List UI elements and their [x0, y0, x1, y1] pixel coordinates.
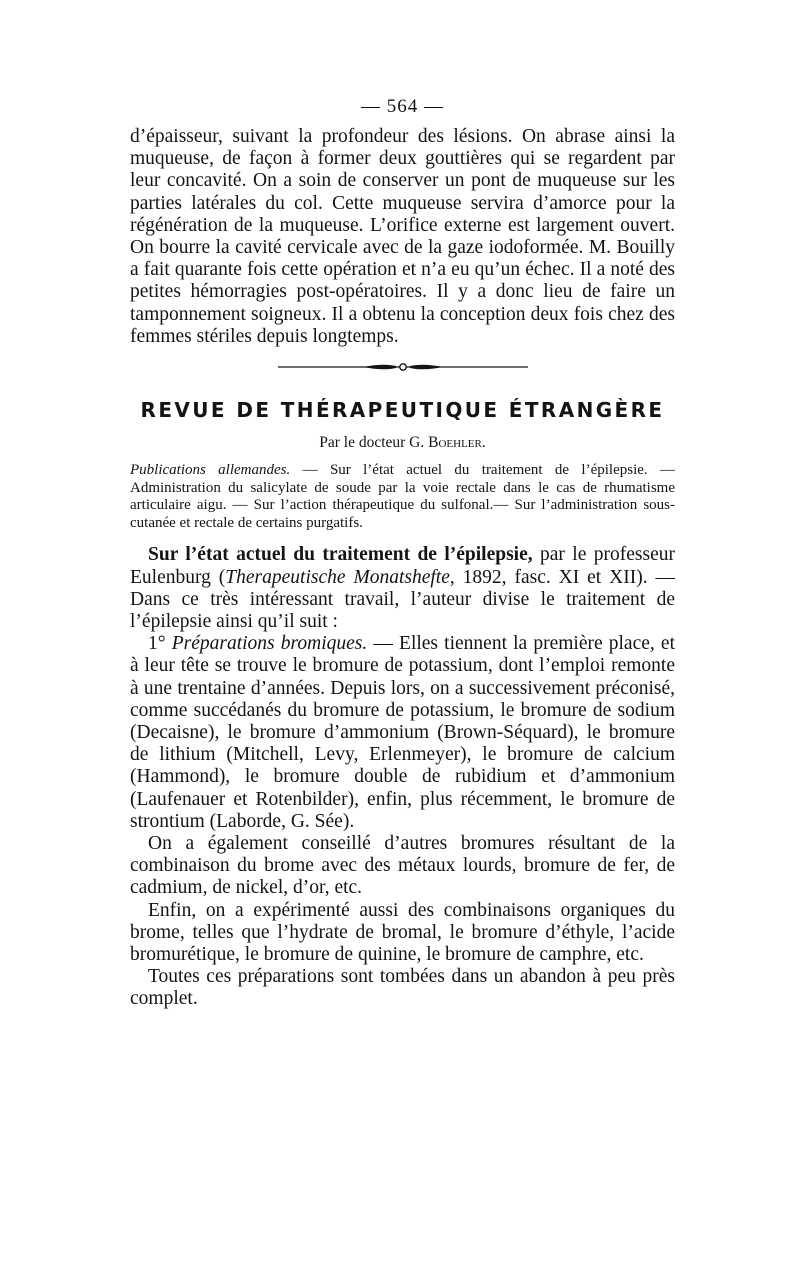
paragraph-text: — Elles tiennent la première place, et à leur tête se trouve le bromure de potassium, dont l’emploi remonte à une trentaine d’années. Depuis lors, on a successivement préconisé, comme succédanés du bromure de potassium, le bromure de sodium (Decaisne), le bromure d’ammonium (Brown-Séquard), le bromure de lithium (Mitchell, Levy, Erlenmeyer), le bromure de calcium (Hammond), le bromure double de rubidium et d’ammonium (Laufenauer et Rotenbilder), enfin, plus récemment, le bromure de strontium (Laborde, G. Sée). — [130, 633, 675, 832]
byline-prefix: Par le docteur G. — [319, 434, 429, 452]
paragraph-other-bromides: On a également conseillé d’autres bromures résultant de la combinaison du brome avec des métaux lourds, bromure de fer, de cadmium, de nickel, d’or, etc. — [130, 833, 675, 899]
paragraph-organic-combinations: Enfin, on a expérimenté aussi des combinaisons organiques du brome, telles que l’hydrate de bromal, le bromure d’éthyle, l’acide bromurétique, le bromure de quinine, le bromure de camphre, etc. — [130, 899, 675, 966]
journal-title: Therapeutische Monatshefte — [225, 566, 450, 588]
paragraph-bromides — [130, 633, 675, 833]
subheading-bromides: Préparations bromiques. — [171, 633, 368, 655]
author-byline — [130, 434, 675, 452]
section-summary — [130, 462, 675, 532]
item-number: 1° — [148, 633, 172, 655]
ornamental-divider — [278, 362, 528, 372]
intro-paragraph: d’épaisseur, suivant la profondeur des lésions. On abrase ainsi la muqueuse, de façon à former deux gouttières qui se regardent par leur concavité. On a soin de conserver un pont de muqueuse sur les parties latérales du col. Cette muqueuse servira d’amorce pour la régénération de la muqueuse. L’orifice externe est largement ouvert. On bourre la cavité cervicale avec de la gaze iodoformée. M. Bouilly a fait quarante fois cette opération et n’a eu qu’un échec. Il a noté des petites hémorragies post-opératoires. Il y a donc lieu de faire un tamponnement soigneux. Il a obtenu la conception deux fois chez des femmes stériles depuis longtemps. — [130, 126, 675, 347]
paragraph-epilepsy — [130, 544, 675, 633]
paragraph-lead: Sur l’état actuel du traitement de l’épilepsie, — [148, 544, 533, 566]
summary-label: Publications allemandes. — [130, 462, 291, 479]
page-number: — 564 — — [361, 96, 444, 117]
section-title: REVUE DE THÉRAPEUTIQUE ÉTRANGÈRE — [140, 398, 665, 423]
paragraph-text: par le professeur Eulenburg ( — [130, 544, 675, 588]
paragraph-abandoned: Toutes ces préparations sont tombées dans un abandon à peu près complet. — [130, 966, 675, 1010]
book-page — [130, 96, 675, 1011]
author-name: Boehler. — [428, 434, 486, 452]
summary-text: — Sur l’état actuel du traitement de l’épilepsie. — Administration du salicylate de soude par la voie rectale dans le cas de rhumatisme articulaire aigu. — Sur l’action thérapeutique du sulfonal.— Sur l’administration sous-cutanée et rectale de certains purgatifs. — [130, 462, 675, 531]
paragraph-text: , 1892, fasc. XI et XII). — Dans ce très intéressant travail, l’auteur divise le traitement de l’épilepsie ainsi qu’il suit : — [130, 566, 676, 633]
